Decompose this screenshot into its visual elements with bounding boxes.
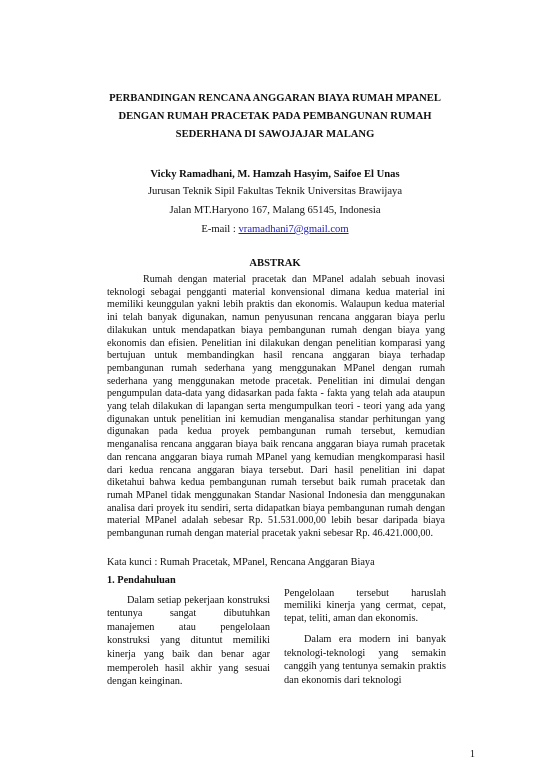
author-list: Vicky Ramadhani, M. Hamzah Hasyim, Saifoe El Unas	[150, 169, 400, 180]
email-label: E-mail :	[201, 224, 239, 235]
affiliation-block	[60, 182, 490, 239]
title-line-2: DENGAN RUMAH PRACETAK PADA PEMBANGUNAN RUMAH	[118, 111, 432, 122]
intro-paragraph-2: Pengelolaan tersebut haruslah memiliki kinerja yang cermat, cepat, tepat, teliti, aman dan ekonomis.	[284, 588, 446, 624]
title-line-3: SEDERHANA DI SAWOJAJAR MALANG	[175, 129, 375, 140]
intro-paragraph-3: Dalam era modern ini banyak teknologi-teknologi yang semakin canggih yang tentunya semakin praktis dan ekonomis dari teknologi	[284, 634, 446, 686]
page-number: 1	[469, 749, 475, 760]
address: Jalan MT.Haryono 167, Malang 65145, Indonesia	[169, 205, 381, 216]
email-link[interactable]: vramadhani7@gmail.com	[238, 224, 349, 235]
right-column	[284, 588, 446, 688]
intro-paragraph-1: Dalam setiap pekerjaan konstruksi tentunya sangat dibutuhkan manajemen atau pengelolaan konstruksi yang dituntut memiliki kinerja yang baik dan benar agar memperoleh hasil akhir yang sesuai dengan keinginan.	[107, 594, 270, 688]
email-line	[60, 220, 490, 239]
paper-title	[90, 90, 460, 144]
abstract-heading: ABSTRAK	[249, 258, 301, 269]
affiliation: Jurusan Teknik Sipil Fakultas Teknik Universitas Brawijaya	[147, 186, 403, 197]
left-column	[107, 574, 270, 689]
keywords: Kata kunci : Rumah Pracetak, MPanel, Rencana Anggaran Biaya	[107, 557, 375, 568]
abstract-body: Rumah dengan material pracetak dan MPanel adalah sebuah inovasi teknologi sebagai pengganti material konvensional dimana kedua material ini memiliki keunggulan yakni lebih praktis dan ekonomis. Walaupun kedua material ini telah banyak digunakan, namun penyusunan rencana anggaran biaya perlu dilakukan untuk mendapatkan biaya pembangunan rumah dengan biaya yang ekonomis dan efisien. Penelitian ini dilakukan dengan penelitian komparasi yang bertujuan untuk membandingkan hasil rencana anggaran biaya terhadap pembangunan rumah sederhana yang menggunakan MPanel dengan rumah sederhana yang menggunakan metode pracetak. Penelitian ini dimulai dengan pengumpulan data-data yang didasarkan pada fakta - fakta yang telah ada ataupun yang telah dilakukan di lapangan serta mengumpulkan teori - teori yang ada yang digunakan untuk penelitian ini kemudian menganalisa standar perhitungan yang digunakan pada kedua proyek pembangunan rumah tersebut, kemudian menganalisa rencana anggaran biaya baik rencana anggaran biaya rumah pracetak dan rencana anggaran biaya rumah MPanel yang kemudian mengkomparasi hasil dari kedua rencana anggaran biaya tersebut. Dari hasil penelitian ini dapat diketahui bahwa kedua pembangunan rumah tersebut baik rumah pracetak dan rumah MPanel tidak menggunakan Standar Nasional Indonesia dan menggunakan analisa dari proyek itu sendiri, serta didapatkan biaya pembangunan rumah dengan material MPanel adalah sebesar Rp. 51.531.000,00 lebih besar daripada biaya pembangunan rumah dengan material pracetak yakni sebesar Rp. 46.421.000,00.	[107, 274, 445, 540]
title-line-1: PERBANDINGAN RENCANA ANGGARAN BIAYA RUMAH MPANEL	[109, 93, 441, 104]
section-heading: 1. Pendahuluan	[107, 575, 176, 586]
